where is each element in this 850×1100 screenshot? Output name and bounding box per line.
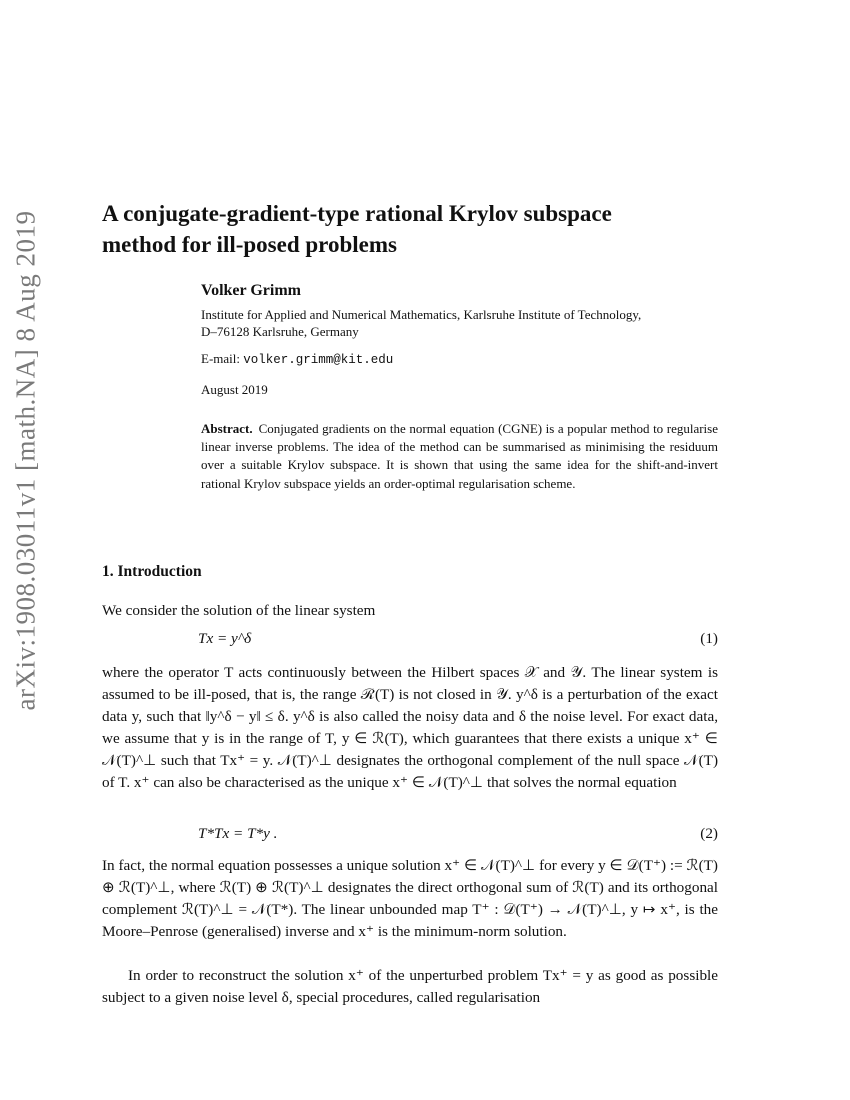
email-label: E-mail: <box>201 351 240 366</box>
title-line-2: method for ill-posed problems <box>102 232 397 257</box>
intro-paragraph-2: where the operator T acts continuously between the Hilbert spaces 𝒳 and 𝒴. The linear system is assumed to be ill-posed, that is, the range ℛ(T) is not closed in 𝒴. y^δ is a perturbation of the exact data y, such that ‖y^δ − y‖ ≤ δ. y^δ is also called the noisy data and δ the noise level. For exact data, we assume that y is in the range of T, y ∈ ℛ(T), which guarantees that there exists a unique x⁺ ∈ 𝒩(T)^⊥ such that Tx⁺ = y. 𝒩(T)^⊥ designates the orthogonal complement of the null space 𝒩(T) of T. x⁺ can also be characterised as the unique x⁺ ∈ 𝒩(T)^⊥ that solves the normal equation <box>102 664 718 791</box>
equation-2 <box>102 825 718 847</box>
equation-1 <box>102 630 718 652</box>
paper-title <box>102 198 742 260</box>
equation-1-formula: Tx = y^δ <box>198 630 252 647</box>
intro-paragraph-3: In fact, the normal equation possesses a unique solution x⁺ ∈ 𝒩(T)^⊥ for every y ∈ 𝒟(T⁺) := ℛ(T) ⊕ ℛ(T)^⊥, where ℛ(T) ⊕ ℛ(T)^⊥ designates the direct orthogonal sum of ℛ(T) and its orthogonal complement ℛ(T)^⊥ = 𝒩(T*). The linear unbounded map T⁺ : 𝒟(T⁺) → 𝒩(T)^⊥, y ↦ x⁺, is the Moore–Penrose (generalised) inverse and x⁺ is the minimum-norm solution. <box>102 857 718 940</box>
affiliation <box>201 306 731 340</box>
paper-date: August 2019 <box>201 382 268 397</box>
equation-2-number: (2) <box>700 825 718 842</box>
intro-paragraph-4: In order to reconstruct the solution x⁺ of the unperturbed problem Tx⁺ = y as good as possible subject to a given noise level δ, special procedures, called regularisation <box>102 967 718 1006</box>
affiliation-line-2: D–76128 Karlsruhe, Germany <box>201 324 359 339</box>
email-address[interactable]: volker.grimm@kit.edu <box>243 353 394 367</box>
abstract-text: Conjugated gradients on the normal equation (CGNE) is a popular method to regularise linear inverse problems. The idea of the method can be summarised as minimising the residuum over a suitable Krylov subspace. It is shown that using the same idea for the shift-and-invert rational Krylov subspace yields an order-optimal regularisation scheme. <box>201 421 718 491</box>
title-line-1: A conjugate-gradient-type rational Krylov subspace <box>102 201 612 226</box>
email-line <box>201 350 731 369</box>
intro-paragraph-1: We consider the solution of the linear system <box>102 602 376 619</box>
equation-2-formula: T*Tx = T*y . <box>198 825 278 842</box>
abstract-label: Abstract. <box>201 421 253 436</box>
arxiv-identifier: arXiv:1908.03011v1 [math.NA] 8 Aug 2019 <box>10 210 41 710</box>
abstract <box>201 420 718 493</box>
arxiv-sidebar-stamp <box>4 210 48 710</box>
equation-1-number: (1) <box>700 630 718 647</box>
affiliation-line-1: Institute for Applied and Numerical Mathematics, Karlsruhe Institute of Technology, <box>201 307 642 322</box>
author-name: Volker Grimm <box>201 282 301 299</box>
section-heading: 1. Introduction <box>102 563 202 580</box>
